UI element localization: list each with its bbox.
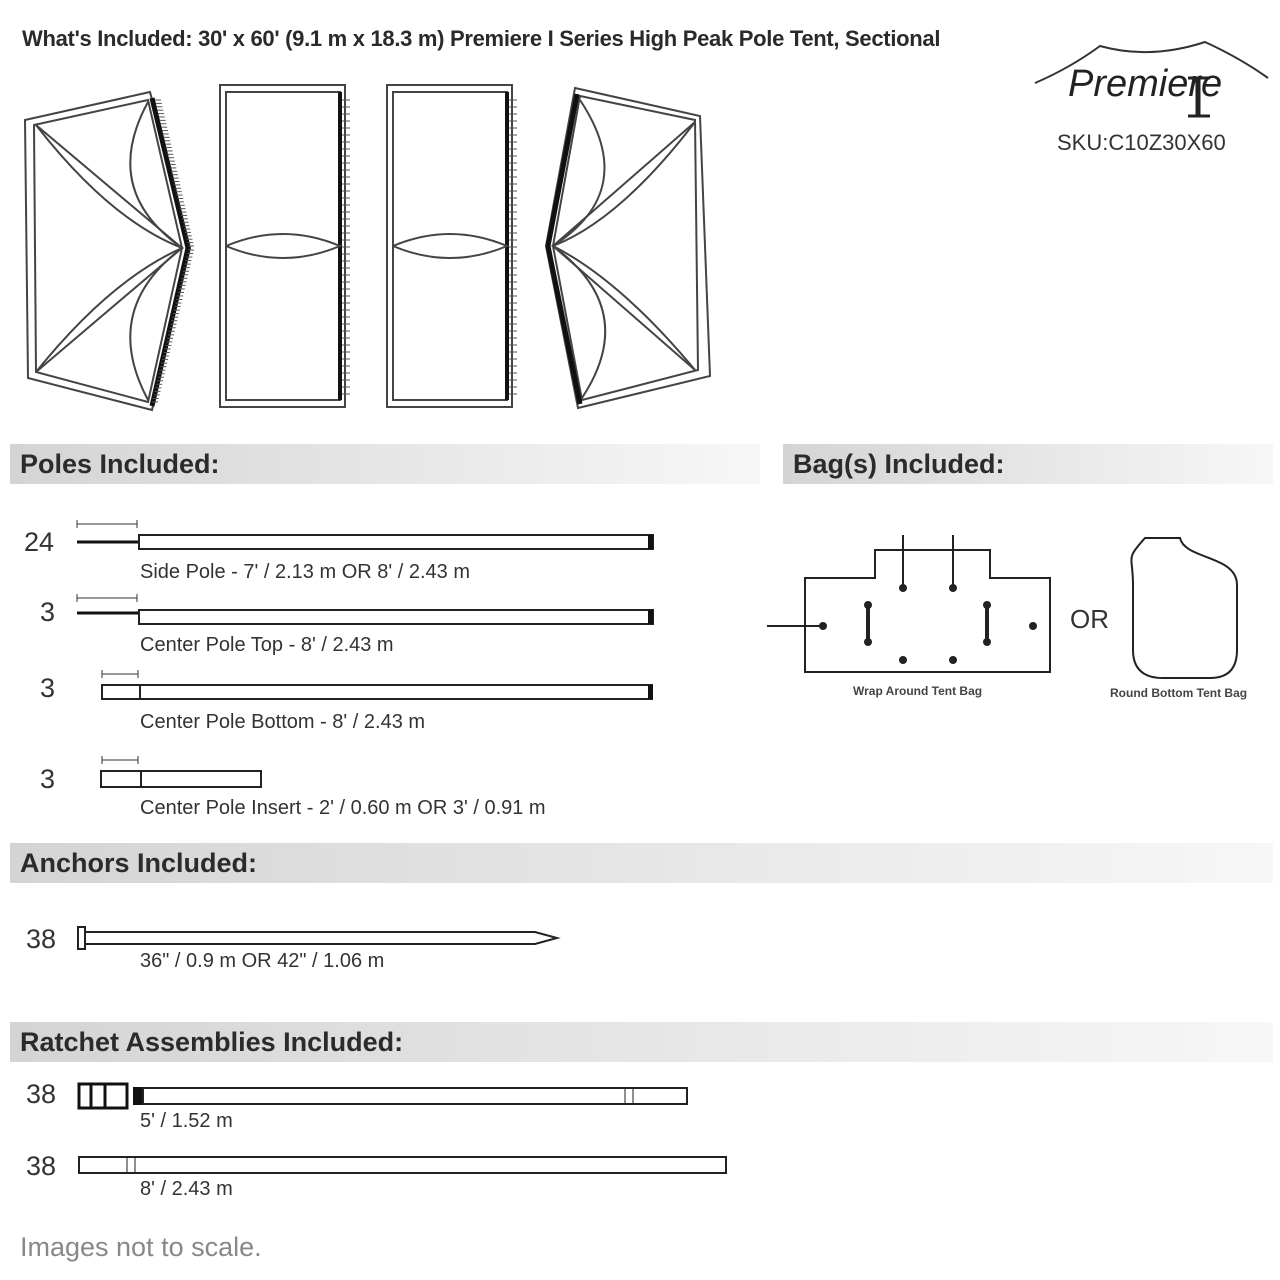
anchor-label: 36" / 0.9 m OR 42" / 1.06 m xyxy=(140,950,385,972)
center-pole-bottom-drawing xyxy=(98,668,663,708)
side-pole-drawing xyxy=(75,518,665,558)
ratchet-8ft-label: 8' / 2.43 m xyxy=(140,1178,233,1200)
poles-section-title: Poles Included: xyxy=(20,449,220,479)
tent-end-section-right xyxy=(546,88,710,408)
round-bottom-bag-icon xyxy=(1131,538,1237,678)
bags-section-title: Bag(s) Included: xyxy=(793,449,1005,479)
anchors-section-header xyxy=(10,843,1273,883)
ratchet-5ft-label: 5' / 1.52 m xyxy=(140,1110,233,1132)
ratchet-8ft-drawing xyxy=(75,1152,735,1178)
ratchet-8ft-qty: 38 xyxy=(26,1151,57,1181)
ratchets-section-title: Ratchet Assemblies Included: xyxy=(20,1027,404,1057)
brand-name: Premiere xyxy=(1068,63,1223,105)
ratchet-5ft-qty: 38 xyxy=(26,1079,57,1109)
center-pole-top-qty: 3 xyxy=(40,597,56,627)
ratchet-5ft-drawing xyxy=(75,1078,695,1114)
center-pole-insert-drawing xyxy=(98,752,268,792)
center-pole-top-label: Center Pole Top - 8' / 2.43 m xyxy=(140,634,394,656)
center-pole-insert-qty: 3 xyxy=(40,764,56,794)
poles-section-header xyxy=(10,444,760,484)
tent-end-section-left xyxy=(25,92,190,410)
bag-or-label: OR xyxy=(1070,604,1109,634)
sku-label: SKU:C10Z30X60 xyxy=(1057,130,1226,155)
center-pole-top-drawing xyxy=(75,592,665,632)
tent-sections-diagram xyxy=(0,70,760,420)
center-pole-bottom-label: Center Pole Bottom - 8' / 2.43 m xyxy=(140,711,426,733)
tent-middle-section-1 xyxy=(220,85,345,407)
anchor-qty: 38 xyxy=(26,924,57,954)
center-pole-bottom-qty: 3 xyxy=(40,673,56,703)
ratchets-section-header xyxy=(10,1022,1273,1062)
anchors-section-title: Anchors Included: xyxy=(20,848,258,878)
ratchet-buckle-icon xyxy=(79,1084,127,1108)
premiere-logo xyxy=(1030,38,1270,128)
side-pole-label: Side Pole - 7' / 2.13 m OR 8' / 2.43 m xyxy=(140,561,471,583)
scale-note: Images not to scale. xyxy=(20,1232,262,1262)
wrap-around-bag-label: Wrap Around Tent Bag xyxy=(853,684,983,698)
center-pole-insert-label: Center Pole Insert - 2' / 0.60 m OR 3' / 0.91 m xyxy=(140,797,546,819)
wrap-around-bag-icon xyxy=(805,550,1050,672)
page-title: What's Included: 30' x 60' (9.1 m x 18.3 m) Premiere I Series High Peak Pole Tent, Sectional xyxy=(22,26,941,51)
side-pole-qty: 24 xyxy=(24,527,55,557)
bags-section-header xyxy=(783,444,1273,484)
round-bottom-bag-label: Round Bottom Tent Bag xyxy=(1110,686,1248,700)
tent-middle-section-2 xyxy=(387,85,512,407)
